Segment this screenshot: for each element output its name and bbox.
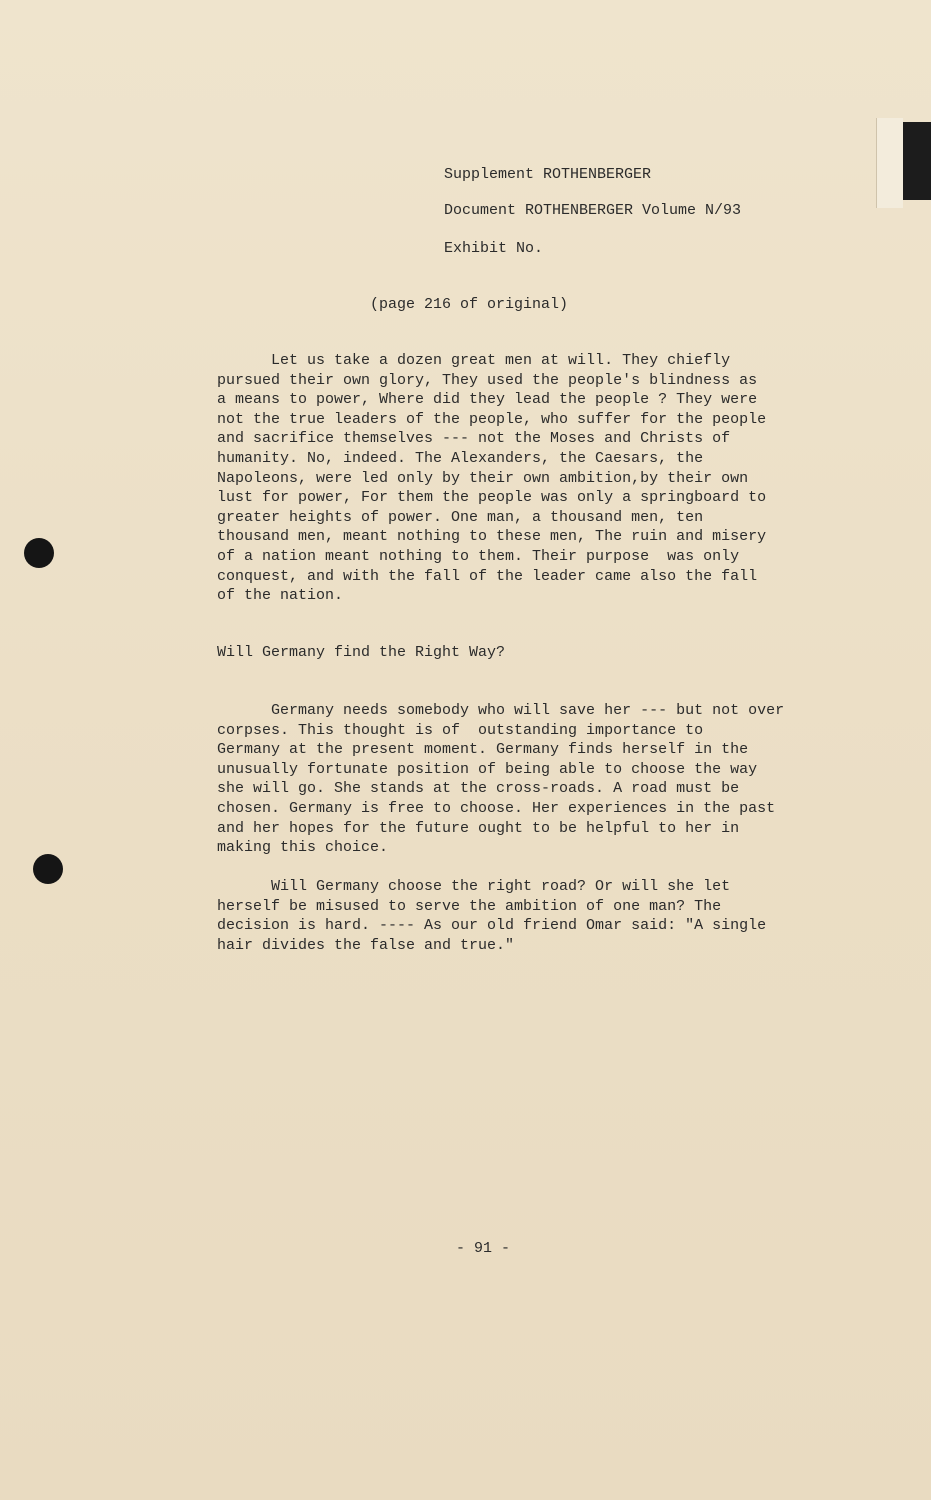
binder-tab-edge — [876, 118, 903, 208]
exhibit-label: Exhibit No. — [444, 240, 544, 257]
punch-hole-icon — [24, 538, 54, 568]
punch-hole-icon — [33, 854, 63, 884]
document-label: Document ROTHENBERGER Volume N/93 — [444, 202, 742, 219]
binder-tab — [903, 122, 931, 200]
section-heading: Will Germany find the Right Way? — [217, 644, 506, 661]
body-paragraph: Will Germany choose the right road? Or will she let herself be misused to serve the ambition of one man? The decision is hard. ---- As our old friend Omar said: "A single hair divides the false and true." — [217, 878, 767, 954]
body-paragraph: Let us take a dozen great men at will. They chiefly pursued their own glory, They used the people's blindness as a means to power, Where did they lead the people ? They were not the true leaders of the people, who suffer for the people and sacrifice themselves --- not the Moses and Christs of humanity. No, indeed. The Alexanders, the Caesars, the Napoleons, were led only by their own ambition,by their own lust for power, For them the people was only a springboard to greater heights of power. One man, a thousand men, ten thousand men, meant nothing to these men, The ruin and misery of a nation meant nothing to them. Their purpose was only conquest, and with the fall of the leader came also the fall of the nation. — [217, 352, 767, 605]
page-number: - 91 - — [456, 1240, 511, 1257]
body-paragraph: Germany needs somebody who will save her --- but not over corpses. This thought is of outstanding importance to Germany at the present moment. Germany finds herself in the unusually fortunate position of being able to choose the way she will go. She stands at the cross-roads. A road must be chosen. Germany is free to choose. Her experiences in the past and her hopes for the future ought to be helpful to her in making this choice. — [217, 702, 785, 857]
page-reference: (page 216 of original) — [370, 296, 569, 313]
supplement-label: Supplement ROTHENBERGER — [444, 166, 652, 183]
